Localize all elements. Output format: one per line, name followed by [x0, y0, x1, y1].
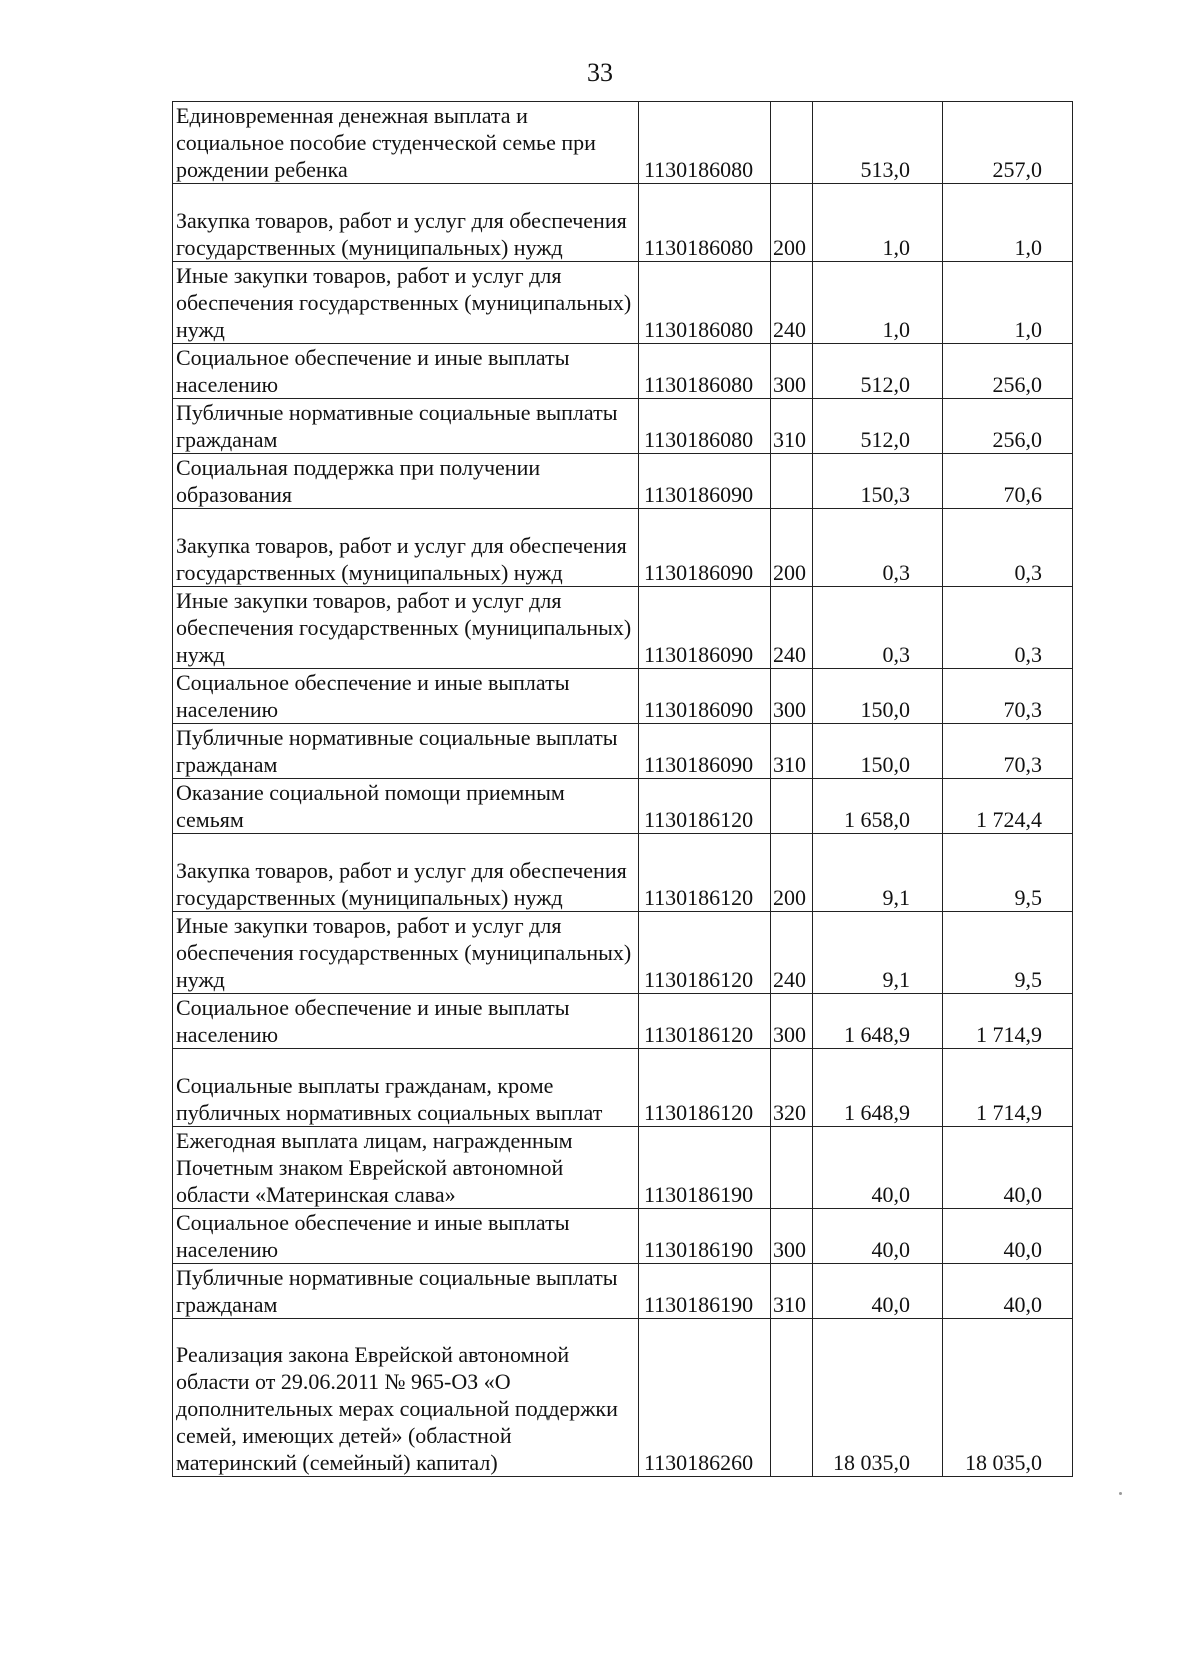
row-code-cell: 1130186090 — [639, 724, 771, 779]
row-name-cell: Ежегодная выплата лицам, награжденным Почетным знаком Еврейской автономной области «Материнская слава» — [173, 1127, 639, 1209]
row-value-1-cell: 513,0 — [813, 102, 943, 184]
row-code-cell: 1130186090 — [639, 587, 771, 669]
row-type-cell: 240 — [771, 912, 813, 994]
row-name-cell: Иные закупки товаров, работ и услуг для обеспечения государственных (муниципальных) нужд — [173, 912, 639, 994]
page-number: 33 — [587, 58, 613, 87]
row-value-2-cell: 70,3 — [943, 724, 1073, 779]
row-type-cell: 310 — [771, 1264, 813, 1319]
row-code-cell: 1130186090 — [639, 669, 771, 724]
table-row — [173, 669, 1073, 724]
row-name-cell: Публичные нормативные социальные выплаты гражданам — [173, 1264, 639, 1319]
row-code-cell: 1130186080 — [639, 184, 771, 262]
row-name-cell: Реализация закона Еврейской автономной области от 29.06.2011 № 965-ОЗ «О дополнительных мерах социальной поддержки семей, имеющих детей» (областной материнский (семейный) капитал) — [173, 1319, 639, 1477]
row-name-cell: Иные закупки товаров, работ и услуг для обеспечения государственных (муниципальных) нужд — [173, 587, 639, 669]
table-row — [173, 454, 1073, 509]
table-row — [173, 779, 1073, 834]
row-value-1-cell: 9,1 — [813, 912, 943, 994]
row-code-cell: 1130186120 — [639, 779, 771, 834]
row-value-2-cell: 1 724,4 — [943, 779, 1073, 834]
row-name-cell: Закупка товаров, работ и услуг для обеспечения государственных (муниципальных) нужд — [173, 184, 639, 262]
row-value-2-cell: 1,0 — [943, 184, 1073, 262]
row-value-2-cell: 1,0 — [943, 262, 1073, 344]
row-value-1-cell: 18 035,0 — [813, 1319, 943, 1477]
row-value-2-cell: 70,3 — [943, 669, 1073, 724]
row-name-cell: Закупка товаров, работ и услуг для обеспечения государственных (муниципальных) нужд — [173, 834, 639, 912]
row-value-2-cell: 18 035,0 — [943, 1319, 1073, 1477]
table-row — [173, 587, 1073, 669]
row-code-cell: 1130186120 — [639, 912, 771, 994]
row-code-cell: 1130186120 — [639, 994, 771, 1049]
row-value-2-cell: 256,0 — [943, 399, 1073, 454]
row-value-2-cell: 9,5 — [943, 834, 1073, 912]
row-code-cell: 1130186080 — [639, 344, 771, 399]
row-type-cell — [771, 1127, 813, 1209]
row-code-cell: 1130186090 — [639, 454, 771, 509]
row-type-cell: 310 — [771, 399, 813, 454]
row-code-cell: 1130186190 — [639, 1264, 771, 1319]
table-row — [173, 399, 1073, 454]
row-name-cell: Единовременная денежная выплата и социальное пособие студенческой семье при рождении ребенка — [173, 102, 639, 184]
row-code-cell: 1130186090 — [639, 509, 771, 587]
budget-table — [172, 101, 1073, 1477]
row-value-1-cell: 0,3 — [813, 587, 943, 669]
row-type-cell — [771, 1319, 813, 1477]
row-value-1-cell: 0,3 — [813, 509, 943, 587]
row-value-1-cell: 40,0 — [813, 1209, 943, 1264]
row-value-1-cell: 40,0 — [813, 1127, 943, 1209]
row-value-2-cell: 0,3 — [943, 509, 1073, 587]
row-type-cell — [771, 779, 813, 834]
row-value-2-cell: 0,3 — [943, 587, 1073, 669]
row-name-cell: Публичные нормативные социальные выплаты гражданам — [173, 399, 639, 454]
row-value-1-cell: 1 658,0 — [813, 779, 943, 834]
row-code-cell: 1130186190 — [639, 1127, 771, 1209]
row-value-2-cell: 257,0 — [943, 102, 1073, 184]
row-code-cell: 1130186260 — [639, 1319, 771, 1477]
table-row — [173, 1049, 1073, 1127]
table-row — [173, 102, 1073, 184]
row-type-cell: 320 — [771, 1049, 813, 1127]
row-code-cell: 1130186120 — [639, 1049, 771, 1127]
row-code-cell: 1130186080 — [639, 262, 771, 344]
row-value-2-cell: 9,5 — [943, 912, 1073, 994]
table-row — [173, 262, 1073, 344]
row-code-cell: 1130186190 — [639, 1209, 771, 1264]
row-code-cell: 1130186080 — [639, 399, 771, 454]
table-row — [173, 1264, 1073, 1319]
row-name-cell: Социальное обеспечение и иные выплаты населению — [173, 669, 639, 724]
row-value-2-cell: 40,0 — [943, 1127, 1073, 1209]
row-value-2-cell: 256,0 — [943, 344, 1073, 399]
row-name-cell: Закупка товаров, работ и услуг для обеспечения государственных (муниципальных) нужд — [173, 509, 639, 587]
row-type-cell: 200 — [771, 509, 813, 587]
row-value-2-cell: 40,0 — [943, 1209, 1073, 1264]
table-row — [173, 834, 1073, 912]
row-code-cell: 1130186120 — [639, 834, 771, 912]
row-name-cell: Публичные нормативные социальные выплаты гражданам — [173, 724, 639, 779]
row-type-cell: 300 — [771, 344, 813, 399]
row-value-1-cell: 150,3 — [813, 454, 943, 509]
table-row — [173, 1209, 1073, 1264]
row-name-cell: Социальное обеспечение и иные выплаты населению — [173, 344, 639, 399]
row-name-cell: Социальное обеспечение и иные выплаты населению — [173, 994, 639, 1049]
row-type-cell: 310 — [771, 724, 813, 779]
table-row — [173, 994, 1073, 1049]
row-name-cell: Социальные выплаты гражданам, кроме публичных нормативных социальных выплат — [173, 1049, 639, 1127]
row-value-1-cell: 1 648,9 — [813, 994, 943, 1049]
row-value-1-cell: 1,0 — [813, 262, 943, 344]
row-type-cell: 300 — [771, 669, 813, 724]
row-type-cell: 240 — [771, 262, 813, 344]
row-type-cell: 240 — [771, 587, 813, 669]
row-name-cell: Иные закупки товаров, работ и услуг для обеспечения государственных (муниципальных) нужд — [173, 262, 639, 344]
row-value-2-cell: 1 714,9 — [943, 1049, 1073, 1127]
row-value-1-cell: 1 648,9 — [813, 1049, 943, 1127]
row-type-cell: 200 — [771, 834, 813, 912]
row-type-cell: 200 — [771, 184, 813, 262]
row-type-cell: 300 — [771, 1209, 813, 1264]
budget-table-body — [173, 102, 1073, 1477]
row-value-2-cell: 70,6 — [943, 454, 1073, 509]
table-row — [173, 184, 1073, 262]
scan-speck — [1119, 1492, 1122, 1495]
table-row — [173, 509, 1073, 587]
row-value-1-cell: 1,0 — [813, 184, 943, 262]
table-row — [173, 344, 1073, 399]
row-value-1-cell: 9,1 — [813, 834, 943, 912]
row-value-1-cell: 512,0 — [813, 399, 943, 454]
row-name-cell: Социальная поддержка при получении образования — [173, 454, 639, 509]
table-row — [173, 1127, 1073, 1209]
row-name-cell: Оказание социальной помощи приемным семьям — [173, 779, 639, 834]
row-value-1-cell: 40,0 — [813, 1264, 943, 1319]
row-value-1-cell: 150,0 — [813, 669, 943, 724]
row-value-2-cell: 1 714,9 — [943, 994, 1073, 1049]
row-type-cell: 300 — [771, 994, 813, 1049]
row-type-cell — [771, 454, 813, 509]
row-type-cell — [771, 102, 813, 184]
row-value-1-cell: 512,0 — [813, 344, 943, 399]
table-row — [173, 724, 1073, 779]
row-value-2-cell: 40,0 — [943, 1264, 1073, 1319]
row-name-cell: Социальное обеспечение и иные выплаты населению — [173, 1209, 639, 1264]
table-row — [173, 1319, 1073, 1477]
table-row — [173, 912, 1073, 994]
row-value-1-cell: 150,0 — [813, 724, 943, 779]
row-code-cell: 1130186080 — [639, 102, 771, 184]
